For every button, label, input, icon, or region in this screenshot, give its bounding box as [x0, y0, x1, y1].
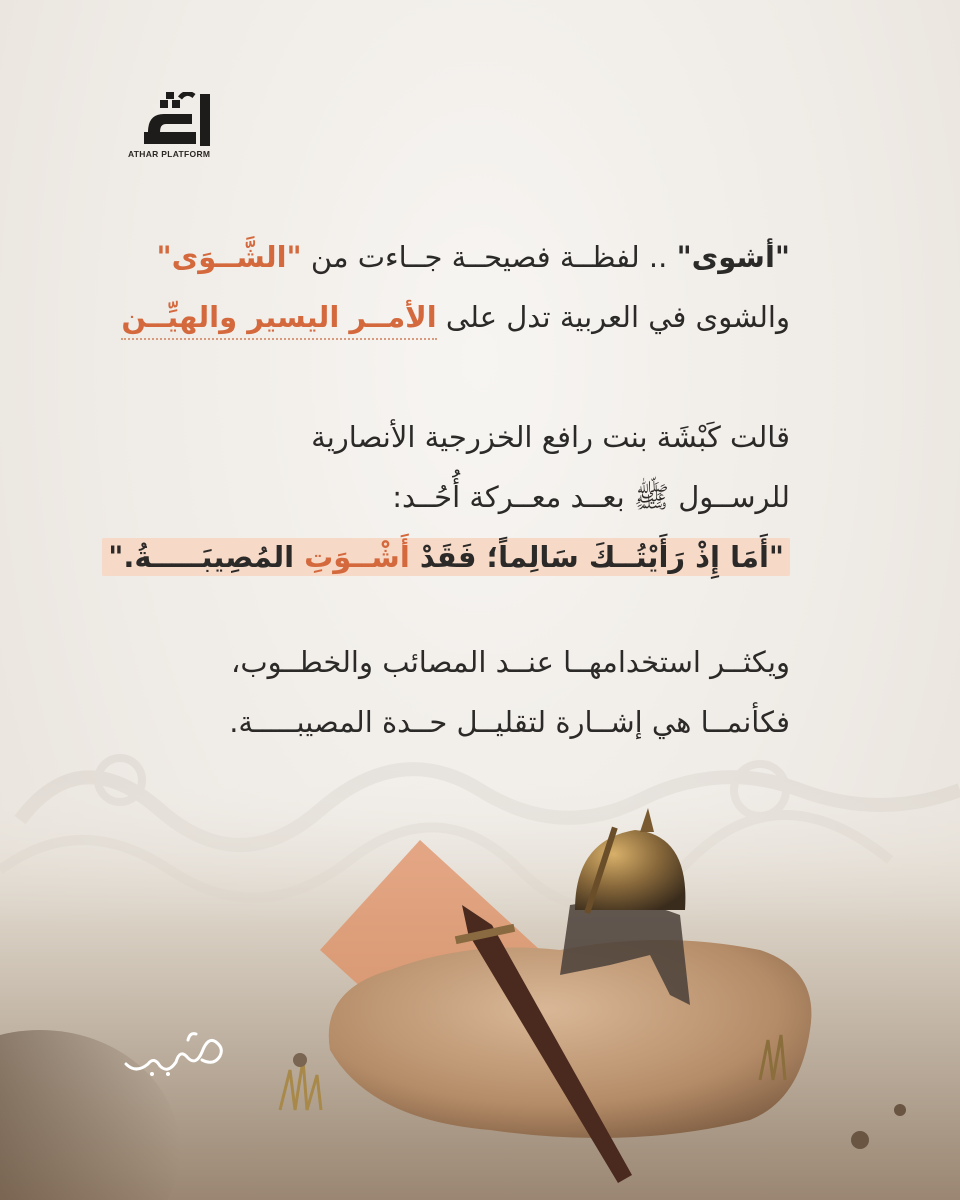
root-word: "الشَّــوَى": [156, 240, 302, 274]
signature-logo: [118, 1030, 248, 1080]
pebble: [293, 1053, 307, 1067]
paragraph1-line1: [157, 240, 791, 274]
pebble: [894, 1104, 906, 1116]
pebble: [851, 1131, 869, 1149]
paragraph1-line2: [121, 300, 790, 334]
logo-caption: ATHAR PLATFORM: [128, 149, 211, 159]
quote-highlight: [102, 538, 790, 576]
line2-plain: والشوى في العربية تدل على: [436, 300, 790, 334]
quote-close: المُصِيبَـــــةُ.": [108, 540, 305, 574]
paragraph2-line3: [102, 540, 790, 574]
quote-word: "أشوى": [676, 240, 790, 274]
meaning-phrase: الأمــر اليسير والهيِّــن: [121, 300, 436, 340]
athar-logo: [128, 92, 228, 172]
paragraph3-line2: فكأنمــا هي إشــارة لتقليــل حــدة المصيبـــــة.: [229, 705, 790, 739]
paragraph2-line2: للرســول ﷺ بعــد معــركة أُحُــد:: [392, 480, 790, 514]
quote-accent-word: أَشْــوَتِ: [304, 540, 410, 574]
quote-open: "أَمَا إِذْ رَأَيْتُــكَ سَالِماً؛ فَقَدْ: [409, 540, 784, 574]
paragraph2-line1: قالت كَبْشَة بنت رافع الخزرجية الأنصارية: [311, 420, 790, 454]
desert-scene: [0, 780, 960, 1200]
paragraph3-line1: ويكثــر استخدامهــا عنــد المصائب والخطــوب،: [230, 645, 790, 679]
athar-logo-mark: [134, 92, 220, 148]
line1-middle: .. لفظــة فصيحــة جــاءت من: [301, 240, 677, 274]
